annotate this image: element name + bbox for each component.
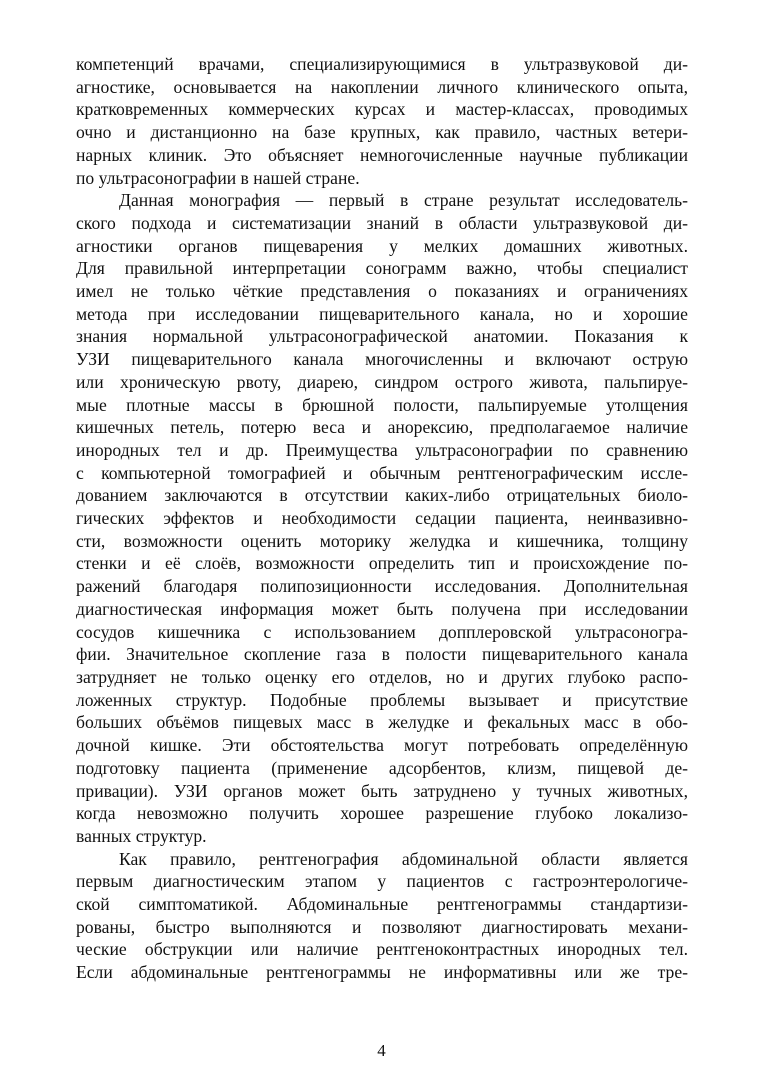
text-line: затрудняет не только оценку его отделов, но и других глубоко распо-	[76, 666, 688, 687]
text-line: Как правило, рентгенография абдоминальной области является	[119, 848, 688, 869]
text-line: мые плотные массы в брюшной полости, пальпируемые утолщения	[76, 394, 688, 415]
text-line: ванных структур.	[76, 825, 207, 846]
text-line: ражений благодаря полипозиционности исследования. Дополнительная	[76, 576, 688, 597]
text-line: компетенций врачами, специализирующимися в ультразвуковой ди-	[76, 54, 688, 74]
text-line: фии. Значительное скопление газа в полости пищеварительного канала	[76, 644, 688, 665]
paragraph-1	[76, 53, 688, 189]
text-line: рованы, быстро выполняются и позволяют диагностировать механи-	[76, 916, 688, 937]
text-line: подготовку пациента (применение адсорбентов, клизм, пищевой де-	[76, 757, 688, 778]
text-line: нарных клиник. Это объясняет немногочисленные научные публикации	[76, 144, 688, 165]
text-line: сосудов кишечника с использованием допплеровской ультрасоногра-	[76, 621, 688, 642]
text-line: или хроническую рвоту, диарею, синдром острого живота, пальпируе-	[76, 371, 688, 392]
text-line: УЗИ пищеварительного канала многочисленны и включают острую	[76, 349, 688, 370]
text-line: дочной кишке. Эти обстоятельства могут потребовать определённую	[76, 735, 688, 756]
text-line: агностики органов пищеварения у мелких домашних животных.	[76, 235, 688, 256]
text-line: кратковременных коммерческих курсах и мастер-классах, проводимых	[76, 99, 688, 120]
text-line: ского подхода и систематизации знаний в области ультразвуковой ди-	[76, 212, 688, 233]
text-line: Если абдоминальные рентгенограммы не информативны или же тре-	[76, 962, 688, 983]
text-line: имел не только чёткие представления о показаниях и ограничениях	[76, 281, 688, 302]
text-line: когда невозможно получить хорошее разрешение глубоко локализо-	[76, 803, 688, 824]
text-line: кишечных петель, потерю веса и анорексию, предполагаемое наличие	[76, 417, 688, 438]
text-line: гических эффектов и необходимости седации пациента, неинвазивно-	[76, 508, 688, 529]
page-text	[76, 53, 688, 984]
page-number: 4	[377, 1041, 386, 1060]
text-line: ской симптоматикой. Абдоминальные рентгенограммы стандартизи-	[76, 894, 688, 915]
text-line: дованием заключаются в отсутствии каких-либо отрицательных биоло-	[76, 485, 688, 506]
text-line: ческие обструкции или наличие рентгеноконтрастных инородных тел.	[76, 939, 688, 960]
text-line: ложенных структур. Подобные проблемы вызывает и присутствие	[76, 689, 688, 710]
text-line: метода при исследовании пищеварительного канала, но и хорошие	[76, 303, 688, 324]
text-line: больших объёмов пищевых масс в желудке и фекальных масс в обо-	[76, 712, 688, 733]
paragraph-2	[76, 189, 688, 847]
text-line: первым диагностическим этапом у пациентов с гастроэнтерологиче-	[76, 871, 688, 892]
text-line: очно и дистанционно на базе крупных, как правило, частных ветери-	[76, 122, 688, 143]
text-line: стенки и её слоёв, возможности определить тип и происхождение по-	[76, 553, 688, 574]
text-line: привации). УЗИ органов может быть затруднено у тучных животных,	[76, 780, 688, 801]
text-line: Данная монография — первый в стране результат исследователь-	[119, 190, 688, 211]
text-line: Для правильной интерпретации сонограмм важно, чтобы специалист	[76, 258, 688, 279]
text-line: диагностическая информация может быть получена при исследовании	[76, 598, 688, 619]
text-line: по ультрасонографии в нашей стране.	[76, 167, 360, 188]
text-line: агностике, основывается на накоплении личного клинического опыта,	[76, 76, 688, 97]
text-line: с компьютерной томографией и обычным рентгенографическим иссле-	[76, 462, 688, 483]
text-line: инородных тел и др. Преимущества ультрасонографии по сравнению	[76, 439, 688, 460]
text-line: знания нормальной ультрасонографической анатомии. Показания к	[76, 326, 688, 347]
paragraph-3	[76, 848, 688, 984]
text-line: сти, возможности оценить моторику желудка и кишечника, толщину	[76, 530, 688, 551]
